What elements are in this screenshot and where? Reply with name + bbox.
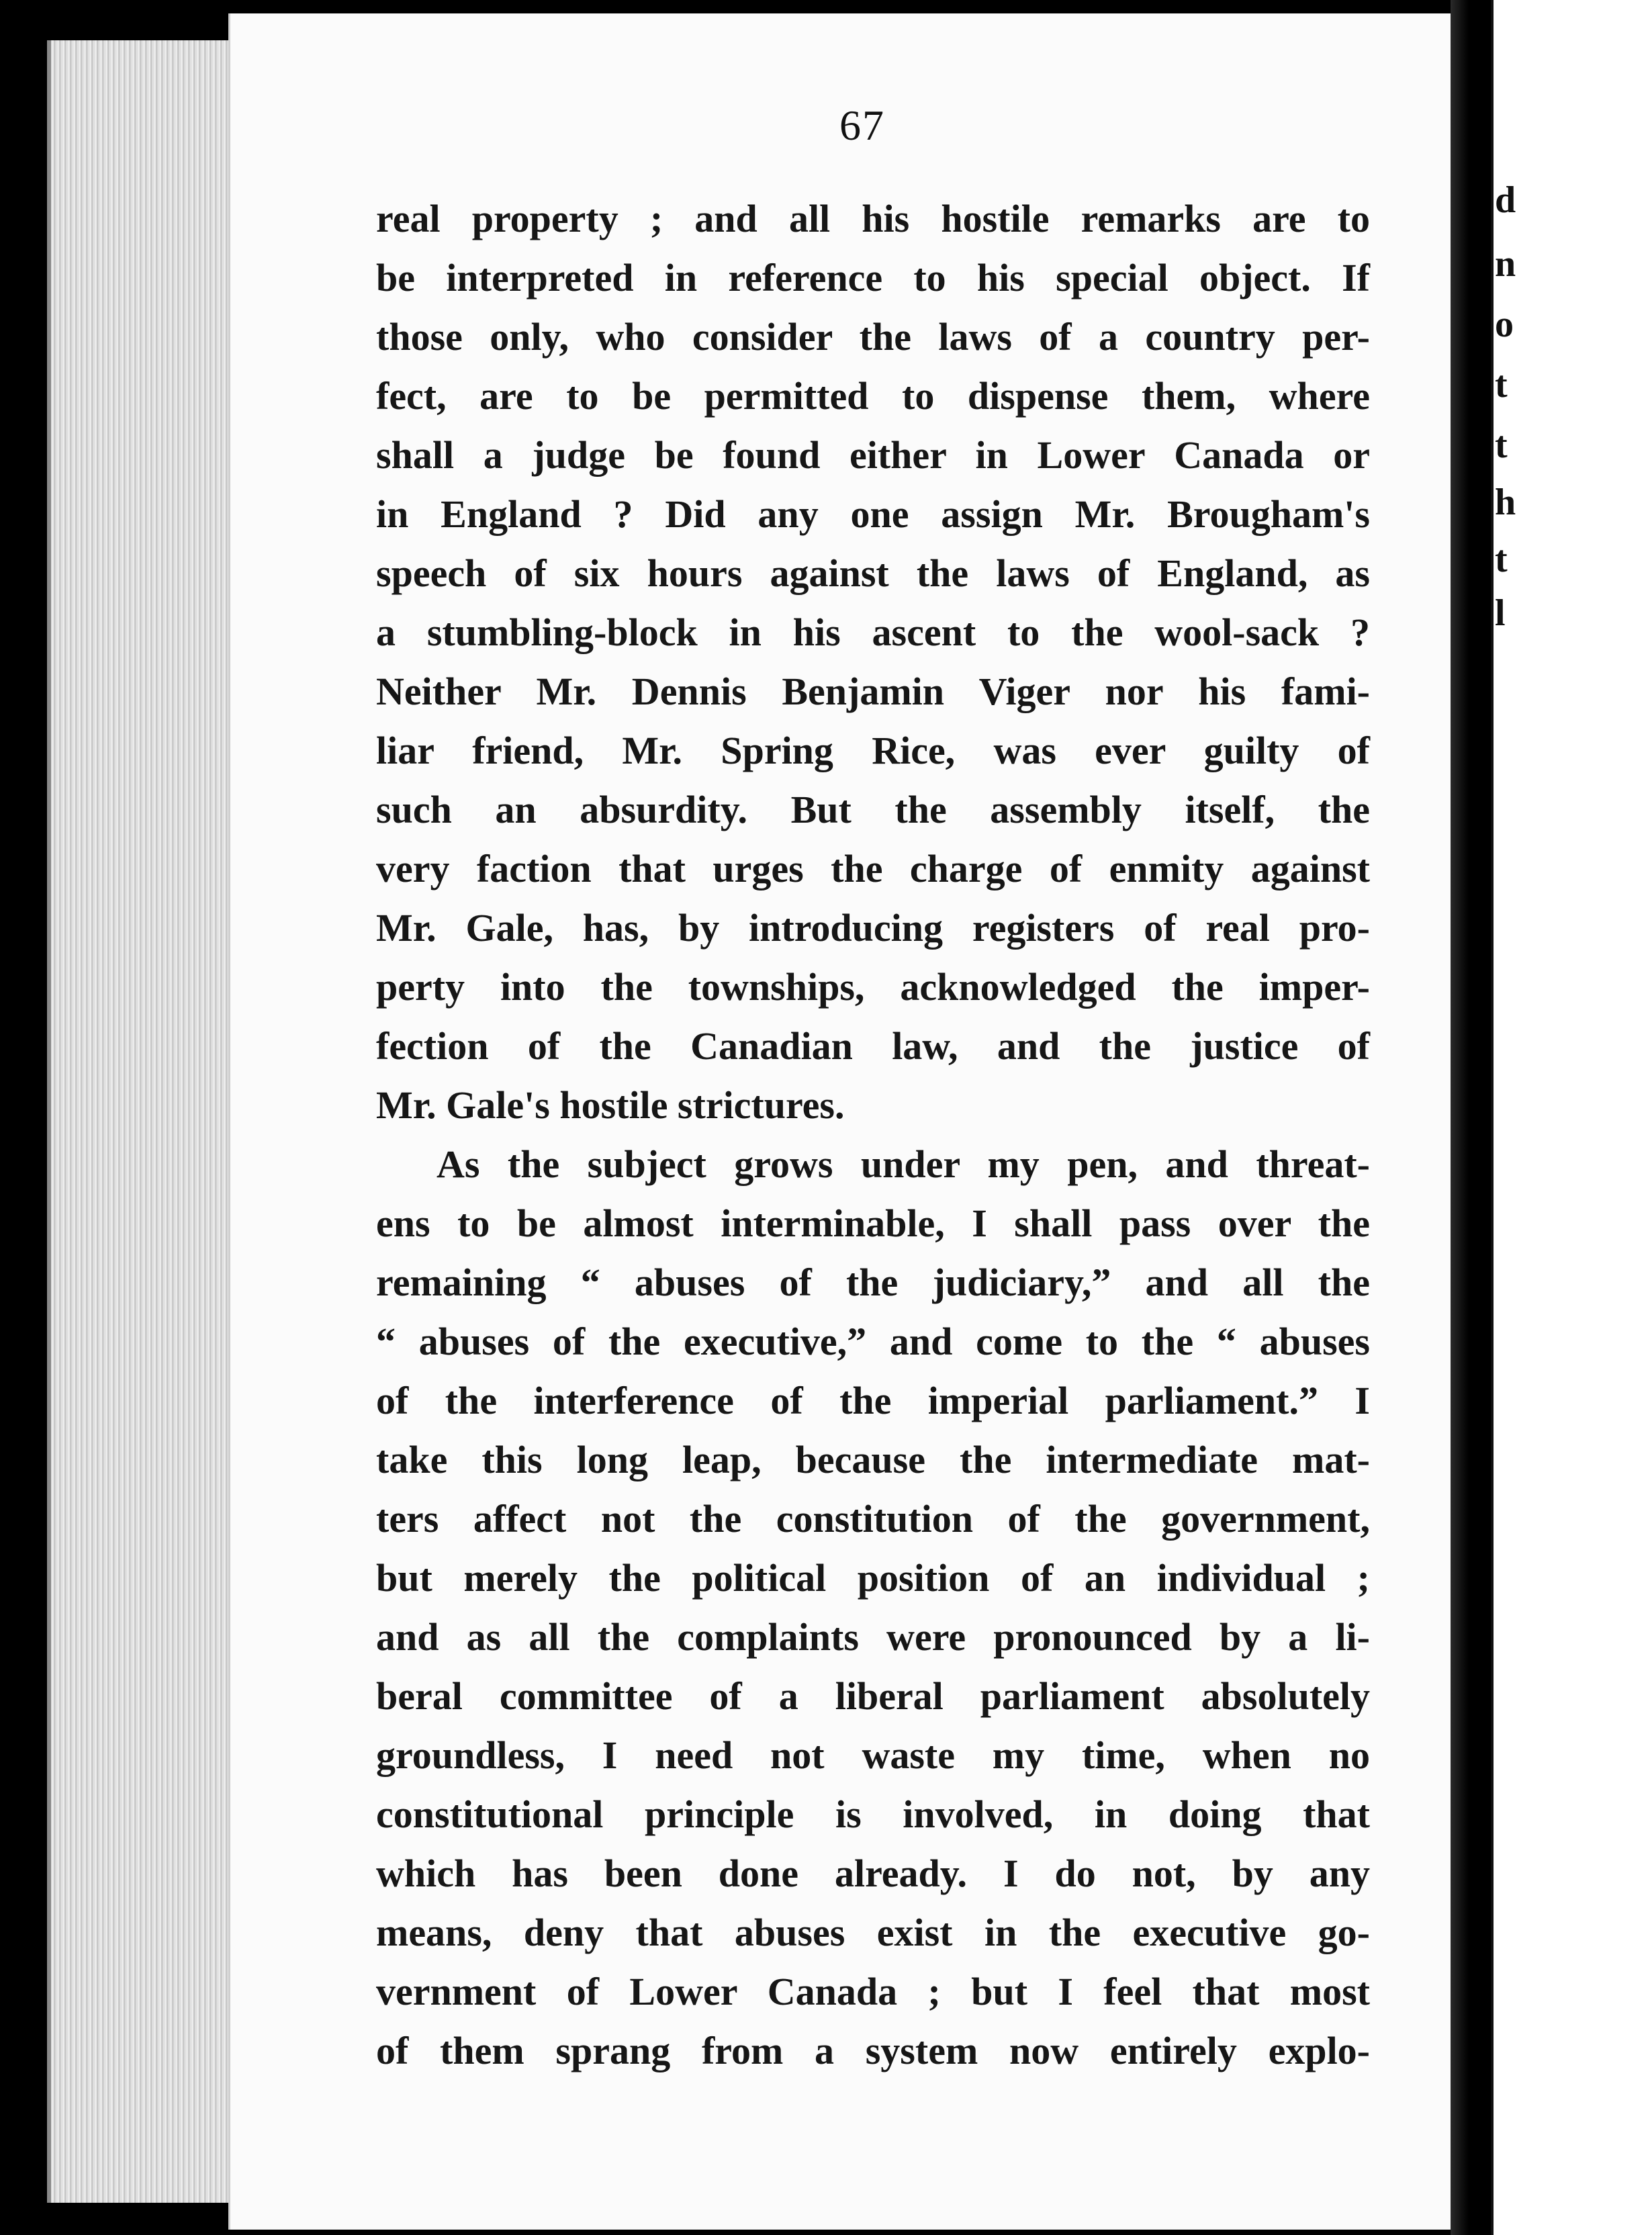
text-line: “ abuses of the executive,” and come to the “ abuses — [376, 1320, 1370, 1363]
facing-page-fragment: h — [1495, 482, 1516, 523]
text-line: ens to be almost interminable, I shall pass over the — [376, 1201, 1370, 1245]
facing-page-fragment: d — [1495, 179, 1516, 221]
text-line: of them sprang from a system now entirely explo- — [376, 2029, 1370, 2072]
text-line: means, deny that abuses exist in the executive go- — [376, 1911, 1370, 1954]
book-spine-shadow — [0, 0, 47, 2235]
text-line: take this long leap, because the intermediate mat- — [376, 1438, 1370, 1481]
text-line: be interpreted in reference to his special object. If — [376, 256, 1370, 300]
text-line: in England ? Did any one assign Mr. Brougham's — [376, 492, 1370, 536]
text-line: groundless, I need not waste my time, when no — [376, 1733, 1370, 1777]
facing-page-fragment: t — [1495, 364, 1508, 406]
text-line: shall a judge be found either in Lower Canada or — [376, 433, 1370, 477]
text-line: speech of six hours against the laws of England, as — [376, 551, 1370, 595]
book-gutter-shadow — [1451, 0, 1491, 2235]
text-line: beral committee of a liberal parliament absolutely — [376, 1674, 1370, 1718]
text-line: remaining “ abuses of the judiciary,” and all the — [376, 1261, 1370, 1304]
facing-page-fragment: o — [1495, 304, 1514, 345]
facing-page-fragment: n — [1495, 243, 1516, 285]
text-line: those only, who consider the laws of a country per- — [376, 315, 1370, 359]
text-line: and as all the complaints were pronounced by a li- — [376, 1615, 1370, 1659]
facing-page-edge — [1491, 0, 1652, 2235]
text-line: fect, are to be permitted to dispense them, where — [376, 374, 1370, 418]
page-number: 67 — [839, 101, 885, 149]
text-line: liar friend, Mr. Spring Rice, was ever guilty of — [376, 729, 1370, 772]
facing-page-fragment: t — [1495, 424, 1508, 466]
facing-page-fragment: l — [1495, 592, 1506, 634]
text-line: Neither Mr. Dennis Benjamin Viger nor his fami- — [376, 670, 1370, 713]
page-text — [376, 189, 1370, 2081]
page-edges — [47, 40, 232, 2203]
text-line: very faction that urges the charge of enmity against — [376, 847, 1370, 891]
text-line: but merely the political position of an individual ; — [376, 1556, 1370, 1600]
text-line: of the interference of the imperial parliament.” I — [376, 1379, 1370, 1422]
text-line: Mr. Gale, has, by introducing registers of real pro- — [376, 906, 1370, 950]
text-line: ters affect not the constitution of the government, — [376, 1497, 1370, 1541]
text-line: perty into the townships, acknowledged the imper- — [376, 965, 1370, 1009]
text-line: As the subject grows under my pen, and threat- — [437, 1142, 1370, 1186]
text-line: which has been done already. I do not, by any — [376, 1852, 1370, 1895]
text-line: vernment of Lower Canada ; but I feel that most — [376, 1970, 1370, 2013]
text-line: fection of the Canadian law, and the justice of — [376, 1024, 1370, 1068]
text-line: a stumbling-block in his ascent to the wool-sack ? — [376, 610, 1370, 654]
text-line: such an absurdity. But the assembly itself, the — [376, 788, 1370, 831]
facing-page-fragment: t — [1495, 539, 1508, 580]
text-line: constitutional principle is involved, in doing that — [376, 1792, 1370, 1836]
text-line: real property ; and all his hostile remarks are to — [376, 197, 1370, 240]
text-line: Mr. Gale's hostile strictures. — [376, 1083, 845, 1127]
